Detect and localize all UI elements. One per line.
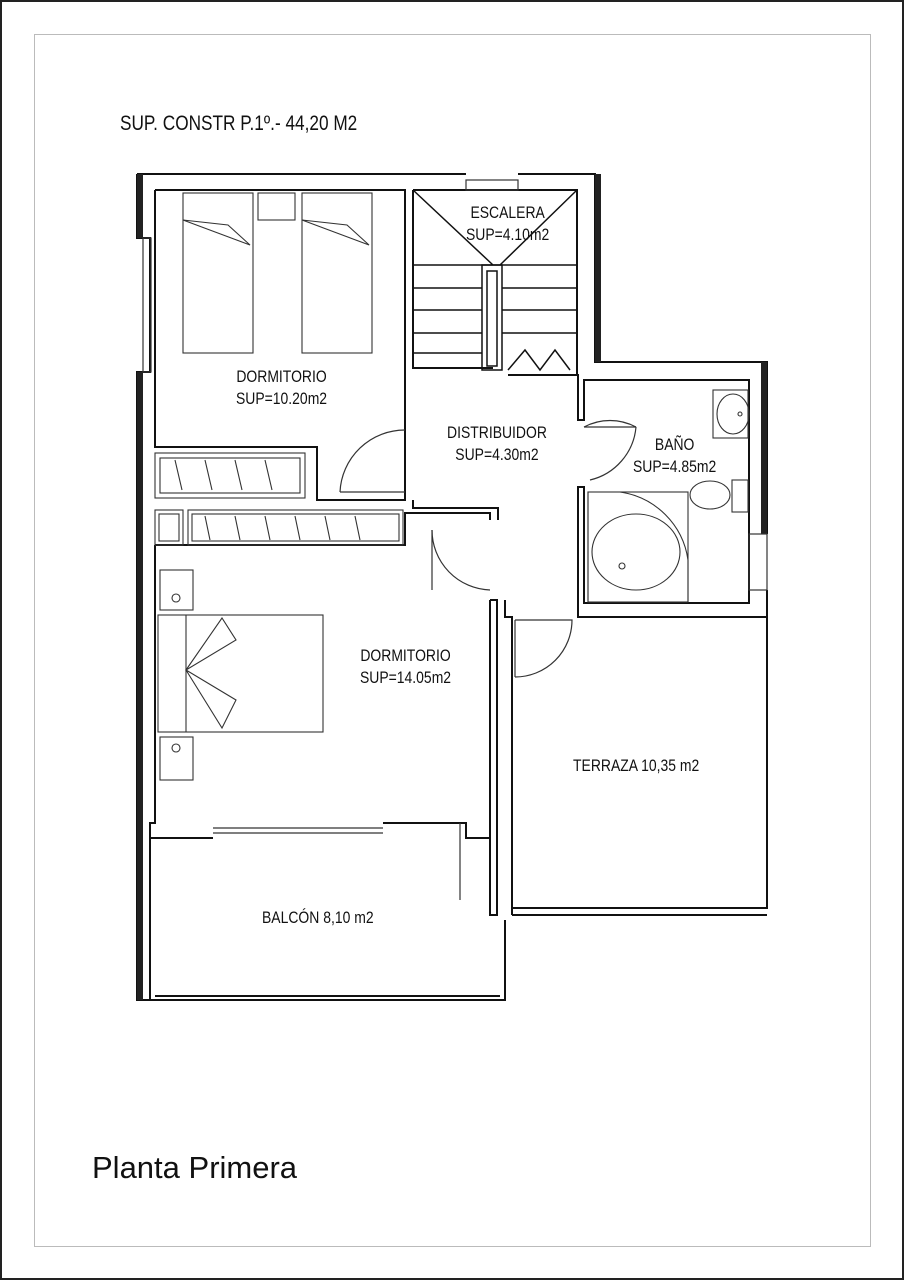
room-label-balcon: BALCÓN 8,10 m2 [262,908,374,927]
room-label-terraza: TERRAZA 10,35 m2 [573,756,700,775]
room-label-dormitorio-1 [236,368,327,407]
bath-window [749,534,767,590]
room-label-distribuidor [447,424,547,463]
room-area: SUP=4.30m2 [455,445,539,464]
room-name: DORMITORIO [360,646,451,665]
room-name: DORMITORIO [236,367,327,386]
room-area: SUP=14.05m2 [360,668,452,687]
total-built-area: SUP. CONSTR P.1º.- 44,20 M2 [120,112,358,135]
exterior-wall-outer [137,174,767,1000]
top-window [466,180,518,190]
room-area: SUP=4.10m2 [466,225,550,244]
room-name: DISTRIBUIDOR [447,423,547,442]
room-label-escalera [466,204,549,243]
room-area: SUP=10.20m2 [236,389,328,408]
room-area: SUP=4.85m2 [633,457,717,476]
plan-title: Planta Primera [92,1150,298,1185]
twin-beds [183,193,372,353]
double-bed [158,570,323,780]
room-name: BAÑO [654,435,695,454]
room-label-bano [633,436,716,475]
room-name: ESCALERA [470,203,545,222]
room-label-dormitorio-2 [360,647,451,686]
partition-walls [155,190,512,915]
bath-fixtures [588,390,749,602]
